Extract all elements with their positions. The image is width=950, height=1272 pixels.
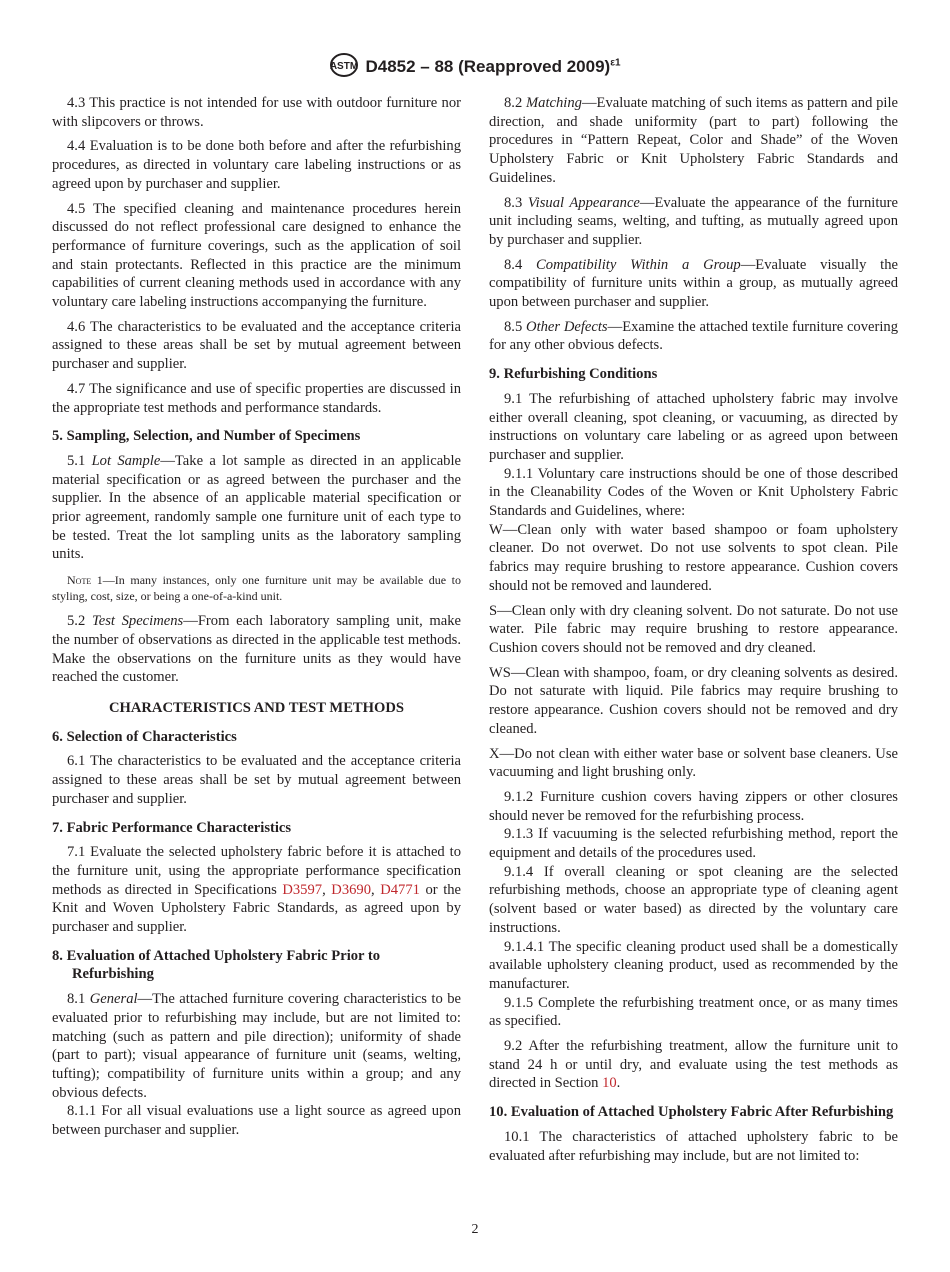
text-run: 6. Selection of Characteristics	[52, 728, 237, 745]
text-run: 4.3 This practice is not intended for use with outdoor furniture nor with slipcovers or throws.	[52, 95, 461, 130]
paragraph	[52, 1102, 461, 1139]
paragraph	[52, 318, 461, 374]
text-run: —The attached furniture covering characteristics to be evaluated prior to refurbishing may include, but are not limited to: matching (such as pattern and pile direction); uniformity of shade (part to part); visual appearance of furniture unit (seams, welting, tufting); compatibility of furniture units within a group; and any obvious defects.	[52, 991, 461, 1101]
text-run: 4.5 The specified cleaning and maintenance procedures herein discussed do not reflect professional care designed to enhance the performance of furniture coverings, such as the application of soil and stain protectants. Reflected in this practice are the minimum capabilities of current cleaning methods used in accordance with any voluntary care labeling instructions accompanying the furniture.	[52, 200, 461, 311]
section-heading	[52, 947, 461, 984]
text-run: —In many instances, only one furniture unit may be available due to styling, cost, size, or being a one-of-a-kind unit.	[52, 573, 462, 604]
paragraph	[489, 94, 898, 188]
reference-link[interactable]: D3597	[282, 881, 323, 898]
text-run: 8.3	[504, 194, 528, 211]
text-run: .	[616, 1075, 621, 1092]
text-run: 9.1.1 Voluntary care instructions should be one of those described in the Cleanability Codes of the Woven or Knit Upholstery Fabric Standards and Guidelines, where:	[489, 465, 898, 520]
text-run: 9.1.5 Complete the refurbishing treatment once, or as many times as specified.	[489, 994, 898, 1030]
text-run: 4.7 The significance and use of specific properties are discussed in the appropriate test methods and performance standards.	[52, 380, 461, 416]
text-run: —Take a lot sample as directed in an applicable material specification or as agreed between the purchaser and the supplier. In the absence of an applicable material specification or prior agreement, randomly sample one furniture unit of each type to be tested. Treat the lot sampling units as the laboratory sampling units.	[52, 452, 462, 563]
text-run: 7.1 Evaluate the selected upholstery fabric before it is attached to the furniture unit, using the appropriate performance specification methods as directed in Specifications	[52, 844, 461, 898]
text-run: 9.1.4 If overall cleaning or spot cleaning are the selected refurbishing methods, choose an appropriate type of cleaning agent (solvent based or water based) as directed by the voluntary care instructions.	[489, 863, 898, 936]
text-run: ,	[371, 881, 381, 898]
italic-title: Lot Sample	[91, 452, 161, 469]
text-run: or the Knit and Woven Upholstery Fabric Standards, as agreed upon by purchaser and supplier.	[52, 881, 462, 936]
paragraph	[489, 788, 898, 825]
paragraph	[489, 825, 898, 862]
text-run: S—Clean only with dry cleaning solvent. Do not saturate. Do not use water. Pile fabric may require brushing to restore appearance. Cushion covers should not be removed and dry cleaned.	[489, 602, 898, 656]
text-run: 9.1.3 If vacuuming is the selected refurbishing method, report the equipment and details of the procedures used.	[489, 826, 898, 862]
paragraph	[52, 990, 461, 1102]
document-designation: D4852 – 88 (Reapproved 2009)	[365, 56, 611, 76]
code-paragraph	[489, 664, 898, 739]
astm-logo-icon	[329, 52, 359, 83]
text-run: —Evaluate visually the compatibility of furniture units within a group, as mutually agreed upon between purchaser and supplier.	[489, 256, 898, 311]
paragraph	[52, 612, 461, 687]
document-header	[0, 52, 950, 83]
section-heading	[489, 365, 898, 384]
paragraph	[489, 390, 898, 465]
paragraph	[489, 1037, 898, 1093]
text-run: 4.4 Evaluation is to be done both before and after the refurbishing procedures, as directed in voluntary care labeling instructions or as agreed upon by purchaser and supplier.	[52, 138, 461, 192]
code-paragraph	[489, 521, 898, 596]
paragraph	[489, 994, 898, 1031]
text-run: 8.1	[67, 991, 90, 1008]
paragraph	[52, 137, 461, 193]
paragraph	[489, 256, 898, 312]
section-heading	[52, 427, 461, 446]
section-heading	[52, 819, 461, 838]
left-column	[52, 94, 461, 1146]
text-run: —From each laboratory sampling unit, make the number of observations as directed in the applicable test methods. Make the observations on the furniture units as they would have reached the customer.	[52, 613, 462, 686]
code-paragraph	[489, 602, 898, 658]
italic-title: Matching	[526, 95, 582, 111]
text-run: ,	[322, 881, 332, 898]
paragraph	[489, 863, 898, 938]
text-run: 10. Evaluation of Attached Upholstery Fabric After Refurbishing	[489, 1104, 894, 1121]
paragraph	[489, 465, 898, 521]
note	[52, 572, 461, 604]
text-run: 9.2 After the refurbishing treatment, allow the furniture unit to stand 24 h or until dry, and evaluate using the test methods as directed in Section	[489, 1038, 898, 1092]
text-run: 7. Fabric Performance Characteristics	[52, 819, 292, 836]
text-run: 9. Refurbishing Conditions	[489, 366, 658, 383]
italic-title: Compatibility Within a Group	[536, 256, 741, 273]
text-run: 8.4	[504, 256, 537, 273]
code-paragraph	[489, 745, 898, 782]
part-heading	[52, 699, 461, 718]
text-run: 8.2	[504, 95, 526, 111]
text-run: —Examine the attached textile furniture covering for any other obvious defects.	[489, 318, 899, 354]
paragraph	[489, 938, 898, 994]
page-number: 2	[471, 1222, 479, 1237]
text-run: 6.1 The characteristics to be evaluated and the acceptance criteria assigned to these areas shall be set by mutual agreement between purchaser and supplier.	[52, 753, 461, 807]
italic-title: Test Specimens	[91, 613, 184, 630]
paragraph	[52, 200, 461, 312]
paragraph	[489, 1128, 898, 1165]
section-heading	[489, 1103, 898, 1122]
epsilon-superscript: ε1	[610, 57, 621, 69]
text-run: 10.1 The characteristics of attached upholstery fabric to be evaluated after refurbishing may include, but are not limited to:	[489, 1128, 898, 1164]
text-run: 8.1.1 For all visual evaluations use a light source as agreed upon between purchaser and supplier.	[52, 1103, 461, 1139]
text-run: 5.2	[67, 613, 92, 630]
text-run: WS—Clean with shampoo, foam, or dry cleaning solvents as desired. Do not saturate with liquid. Pile fabrics may require brushing to restore appearance. Cushion covers should not be removed and dry cleaned.	[489, 664, 898, 737]
reference-link[interactable]: D4771	[380, 881, 420, 898]
text-run: 5.1	[67, 452, 92, 469]
italic-title: Other Defects	[526, 318, 608, 335]
section-heading	[52, 728, 461, 747]
paragraph	[52, 452, 461, 564]
text-run: 9.1 The refurbishing of attached upholstery fabric may involve either overall cleaning, spot cleaning, or vacuuming, as directed by instructions on voluntary care labeling or as agreed upon between purchaser and supplier.	[489, 390, 898, 463]
text-run: —Evaluate the appearance of the furniture unit including seams, welting, and tufting, as mutually agreed upon by purchaser and supplier.	[489, 194, 899, 248]
text-run: —Evaluate matching of such items as pattern and pile direction, and shade uniformity (part to part) following the procedures in “Pattern Repeat, Color and Shade” of the Woven Upholstery Fabric or Knit Upholstery Fabric Standards and Guidelines.	[489, 95, 899, 186]
text-run: W—Clean only with water based shampoo or foam upholstery cleaner. Do not overwet. Do not use solvents to spot clean. Pile fabrics may require brushing to restore appearance. Cushion covers should not be removed and laundered.	[489, 521, 898, 594]
right-column	[489, 94, 898, 1171]
text-run: 9.1.4.1 The specific cleaning product used shall be a domestically available upholstery cleaning product, used as recommended by the manufacturer.	[489, 938, 898, 992]
text-run: 8.5	[504, 318, 527, 335]
italic-title: Visual Appearance	[527, 194, 640, 211]
text-run: CHARACTERISTICS AND TEST METHODS	[108, 699, 405, 716]
paragraph	[52, 843, 461, 937]
text-run: 5. Sampling, Selection, and Number of Specimens	[52, 428, 361, 445]
reference-link[interactable]: D3690	[331, 881, 372, 898]
paragraph	[52, 94, 461, 131]
paragraph	[489, 194, 898, 250]
note-label: Note 1	[67, 573, 103, 588]
text-run: X—Do not clean with either water base or solvent base cleaners. Use vacuuming and light brushing only.	[489, 745, 898, 781]
text-run: 8. Evaluation of Attached Upholstery Fabric Prior to Refurbishing	[52, 947, 381, 983]
paragraph	[52, 380, 461, 417]
text-run: 9.1.2 Furniture cushion covers having zippers or other closures should never be removed for the refurbishing process.	[489, 788, 898, 824]
paragraph	[52, 752, 461, 808]
svg-text:ASTM: ASTM	[330, 61, 359, 72]
paragraph	[489, 318, 898, 355]
text-run: 4.6 The characteristics to be evaluated and the acceptance criteria assigned to these areas shall be set by mutual agreement between purchaser and supplier.	[52, 318, 461, 373]
italic-title: General	[89, 991, 138, 1008]
reference-link[interactable]: 10	[602, 1075, 617, 1092]
